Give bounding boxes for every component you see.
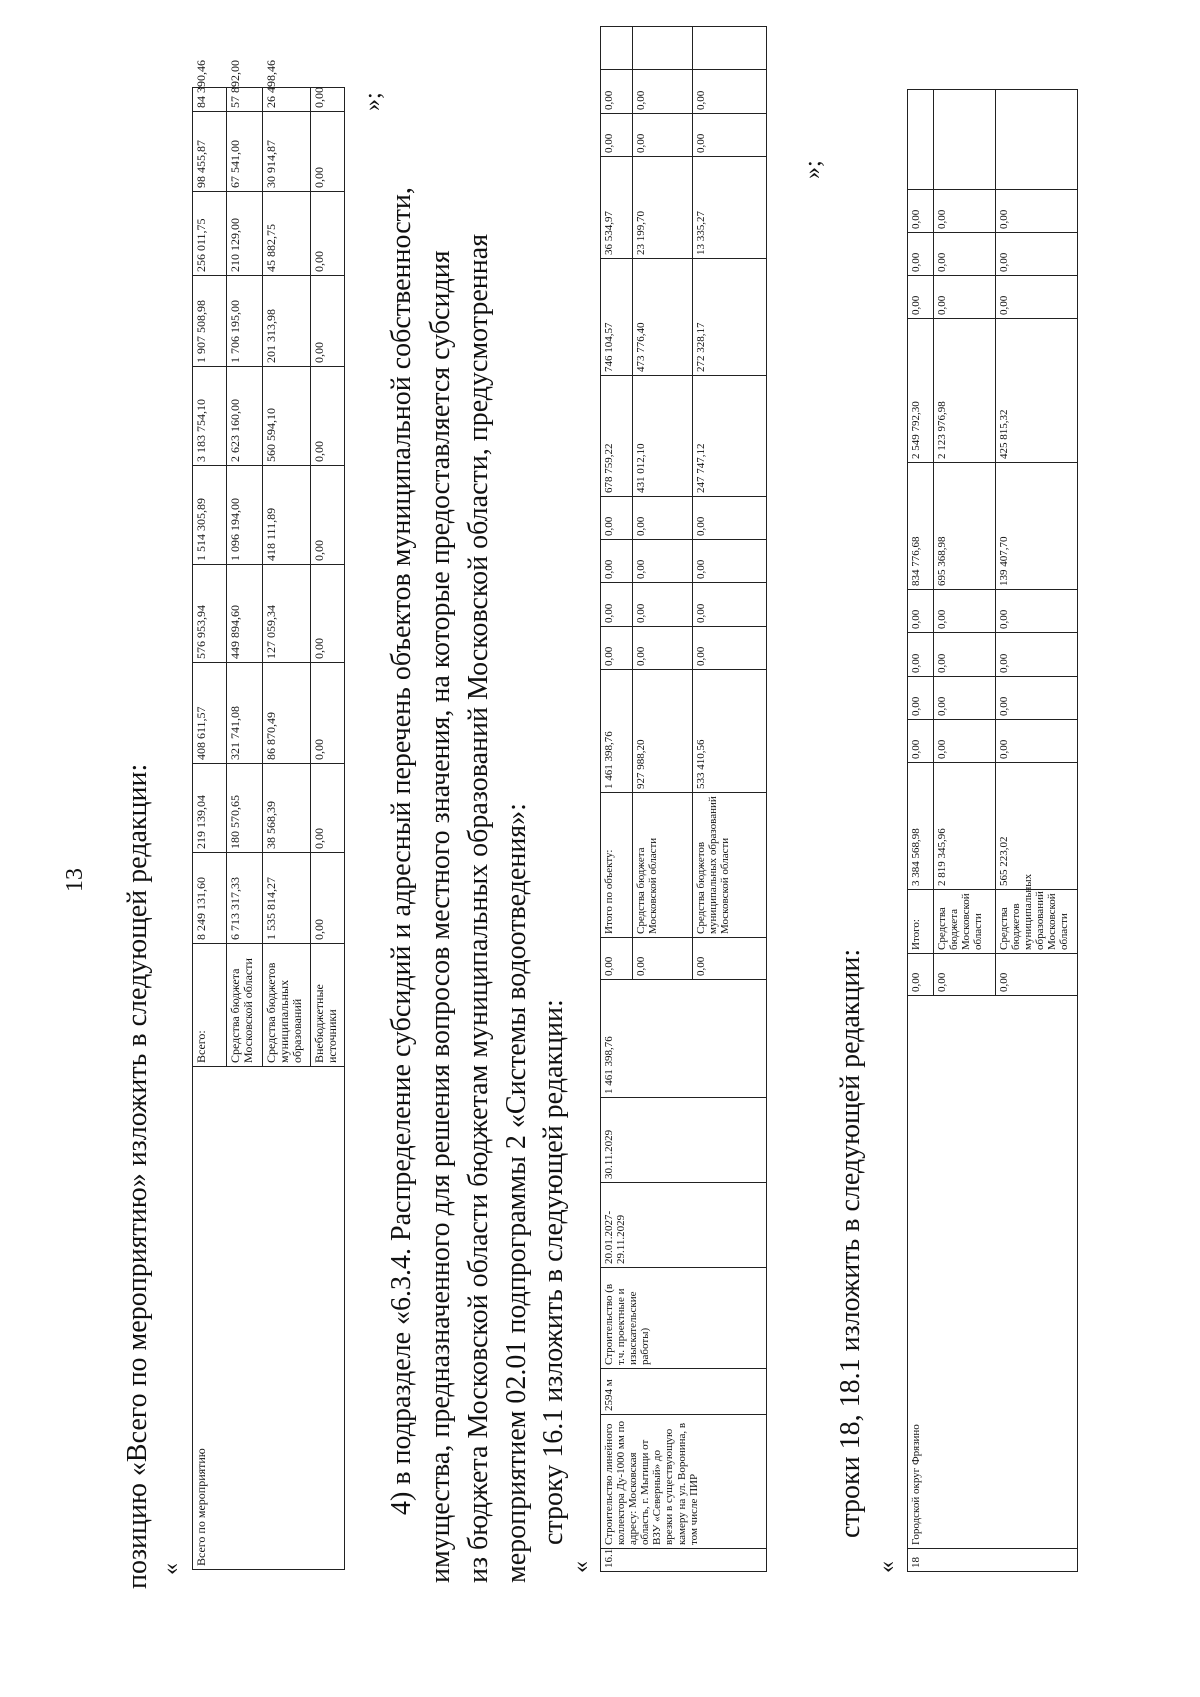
paragraph-line-1: 4) в подразделе «6.3.4. Распределение субсидий и адресный перечень объектов муниципальной собственности, bbox=[386, 187, 417, 1515]
cell: 0,00 bbox=[908, 720, 934, 763]
paragraph-line-2: имущества, предназначенного для решения вопросов местного значения, на которые предоставляется субсидия bbox=[425, 250, 456, 1583]
municipality-name: Городской округ Фрязино bbox=[908, 996, 1078, 1549]
cell: 0,00 bbox=[311, 367, 345, 466]
cell: 0,00 bbox=[601, 938, 633, 980]
cell: 0,00 bbox=[693, 540, 767, 583]
cell: 13 335,27 bbox=[693, 157, 767, 259]
cell: 560 594,10 bbox=[263, 367, 311, 466]
cell: 0,00 bbox=[693, 497, 767, 540]
cell: 0,00 bbox=[934, 233, 996, 276]
cell: 2 623 160,00 bbox=[227, 367, 263, 466]
cell: 678 759,22 bbox=[601, 376, 633, 497]
cell: 565 223,02 bbox=[996, 763, 1078, 890]
cell: 0,00 bbox=[311, 192, 345, 276]
cell: 0,00 bbox=[311, 764, 345, 853]
cell: 408 611,57 bbox=[193, 663, 227, 764]
cell: 2 123 976,98 bbox=[934, 319, 996, 463]
cell: 0,00 bbox=[908, 633, 934, 677]
cell: 139 407,70 bbox=[996, 463, 1078, 590]
cell-empty bbox=[996, 90, 1078, 190]
cell: 98 455,87 bbox=[193, 112, 227, 192]
paragraph-line-3: из бюджета Московской области бюджетам муниципальных образований Московской области, предусмотренная bbox=[463, 233, 494, 1583]
cell: 927 988,20 bbox=[633, 670, 693, 793]
cell: 0,00 bbox=[633, 627, 693, 670]
close-quote-2: »; bbox=[800, 160, 826, 179]
source-label: Итого по объекту: bbox=[601, 793, 633, 938]
cell: 0,00 bbox=[996, 190, 1078, 233]
cell: 0,00 bbox=[996, 720, 1078, 763]
cell-empty bbox=[934, 90, 996, 190]
cell-empty bbox=[601, 27, 633, 70]
cell: 0,00 bbox=[633, 938, 693, 980]
source-label: Средства бюджетов муниципальных образований Московской области bbox=[693, 793, 767, 938]
cell: 201 313,98 bbox=[263, 276, 311, 367]
cell: 1 706 195,00 bbox=[227, 276, 263, 367]
cell: 0,00 bbox=[633, 540, 693, 583]
cell: 0,00 bbox=[934, 720, 996, 763]
vsego-source: Средства бюджетов муниципальных образований bbox=[263, 944, 311, 1067]
close-quote-1: »; bbox=[360, 92, 386, 111]
cell: 0,00 bbox=[908, 954, 934, 996]
cell: 0,00 bbox=[633, 497, 693, 540]
cell: 0,00 bbox=[601, 497, 633, 540]
page-number: 13 bbox=[62, 868, 88, 892]
cell: 210 129,00 bbox=[227, 192, 263, 276]
cell: 45 882,75 bbox=[263, 192, 311, 276]
cell: 256 011,75 bbox=[193, 192, 227, 276]
cell: 67 541,00 bbox=[227, 112, 263, 192]
cell: 1 535 814,27 bbox=[263, 853, 311, 944]
cell: 0,00 bbox=[633, 114, 693, 157]
cell: 0,00 bbox=[601, 540, 633, 583]
cell: 0,00 bbox=[633, 70, 693, 114]
cell: 0,00 bbox=[996, 590, 1078, 633]
cell: 57 892,00 bbox=[227, 88, 263, 112]
instruction-line-rows18: строки 18, 18.1 изложить в следующей редакции: bbox=[835, 948, 866, 1538]
vsego-source: Средства бюджета Московской области bbox=[227, 944, 263, 1067]
cell: 30 914,87 bbox=[263, 112, 311, 192]
cell: 0,00 bbox=[693, 583, 767, 627]
vsego-source: Внебюджетные источники bbox=[311, 944, 345, 1067]
cell: 834 776,68 bbox=[908, 463, 934, 590]
cell: 0,00 bbox=[908, 590, 934, 633]
row-number: 18 bbox=[908, 1549, 1078, 1572]
source-label: Итого: bbox=[908, 890, 934, 954]
cell: 0,00 bbox=[934, 633, 996, 677]
cell: 247 747,12 bbox=[693, 376, 767, 497]
cell: 272 328,17 bbox=[693, 259, 767, 376]
cell: 0,00 bbox=[934, 954, 996, 996]
source-label: Средства бюджета Московской области bbox=[633, 793, 693, 938]
cell: 0,00 bbox=[311, 112, 345, 192]
cell-empty bbox=[693, 27, 767, 70]
cell: 0,00 bbox=[311, 663, 345, 764]
cell: 36 534,97 bbox=[601, 157, 633, 259]
cell: 1 096 194,00 bbox=[227, 466, 263, 565]
instruction-line-vsego: позицию «Всего по мероприятию» изложить в следующей редакции: bbox=[122, 763, 153, 1589]
cell: 0,00 bbox=[934, 590, 996, 633]
cell: 180 570,65 bbox=[227, 764, 263, 853]
cell: 84 390,46 bbox=[193, 88, 227, 112]
cell: 219 139,04 bbox=[193, 764, 227, 853]
capacity: 2594 м bbox=[601, 1369, 767, 1415]
cell: 0,00 bbox=[996, 276, 1078, 319]
cell: 0,00 bbox=[311, 853, 345, 944]
cell: 0,00 bbox=[601, 114, 633, 157]
open-quote-3: « bbox=[874, 1561, 900, 1573]
cell: 533 410,56 bbox=[693, 670, 767, 793]
table-row-18 bbox=[907, 89, 1078, 1572]
vsego-source: Всего: bbox=[193, 944, 227, 1067]
cell: 1 907 508,98 bbox=[193, 276, 227, 367]
cell: 0,00 bbox=[633, 583, 693, 627]
cell: 0,00 bbox=[996, 954, 1078, 996]
cell: 695 368,98 bbox=[934, 463, 996, 590]
cell: 473 776,40 bbox=[633, 259, 693, 376]
cell: 449 894,60 bbox=[227, 565, 263, 663]
table-vsego bbox=[192, 60, 345, 1570]
dates: 20.01.2027-29.11.2029 bbox=[601, 1183, 767, 1268]
cell: 321 741,08 bbox=[227, 663, 263, 764]
cell: 38 568,39 bbox=[263, 764, 311, 853]
cell: 418 111,89 bbox=[263, 466, 311, 565]
cell: 0,00 bbox=[311, 88, 345, 112]
cell: 86 870,49 bbox=[263, 663, 311, 764]
cell: 0,00 bbox=[311, 565, 345, 663]
source-label: Средства бюджета Московской области bbox=[934, 890, 996, 954]
source-label: Средства бюджетов муниципальных образований Московской области bbox=[996, 890, 1078, 954]
cell: 0,00 bbox=[693, 627, 767, 670]
cell: 8 249 131,60 bbox=[193, 853, 227, 944]
cell: 0,00 bbox=[908, 677, 934, 720]
cell: 0,00 bbox=[996, 633, 1078, 677]
cell: 26 498,46 bbox=[263, 88, 311, 112]
row-number: 16.1 bbox=[601, 1549, 767, 1572]
cell: 23 199,70 bbox=[633, 157, 693, 259]
cell: 0,00 bbox=[908, 233, 934, 276]
cell: 0,00 bbox=[601, 627, 633, 670]
cell: 0,00 bbox=[908, 276, 934, 319]
vsego-label: Всего по мероприятию bbox=[193, 1067, 345, 1570]
cell: 0,00 bbox=[934, 190, 996, 233]
cell: 0,00 bbox=[996, 233, 1078, 276]
cell: 2 819 345,96 bbox=[934, 763, 996, 890]
work-type: Строительство (в т.ч. проектные и изыскательские работы) bbox=[601, 1268, 767, 1369]
cost: 1 461 398,76 bbox=[601, 980, 767, 1098]
cell: 1 514 305,89 bbox=[193, 466, 227, 565]
open-quote-2: « bbox=[568, 1561, 594, 1573]
cell: 0,00 bbox=[934, 677, 996, 720]
cell-empty bbox=[908, 90, 934, 190]
cell: 0,00 bbox=[996, 677, 1078, 720]
cell: 0,00 bbox=[311, 466, 345, 565]
object-name: Строительство линейного коллектора Ду-1000 мм по адресу: Московская область, г. Мытищи от ВЗУ «Северный» до врезки в существующую камеру на ул. Воронина, в том числе ПИР bbox=[601, 1415, 767, 1549]
cell: 2 549 792,30 bbox=[908, 319, 934, 463]
cell: 0,00 bbox=[934, 276, 996, 319]
paragraph-line-5: строку 16.1 изложить в следующей редакции: bbox=[538, 999, 569, 1545]
cell: 3 384 568,98 bbox=[908, 763, 934, 890]
cell: 0,00 bbox=[908, 190, 934, 233]
cell: 0,00 bbox=[693, 938, 767, 980]
cell: 0,00 bbox=[601, 70, 633, 114]
paragraph-line-4: мероприятием 02.01 подпрограммы 2 «Системы водоотведения»: bbox=[501, 803, 532, 1583]
cell: 3 183 754,10 bbox=[193, 367, 227, 466]
table-row-16-1 bbox=[600, 26, 767, 1572]
cell: 746 104,57 bbox=[601, 259, 633, 376]
cell: 425 815,32 bbox=[996, 319, 1078, 463]
end-date: 30.11.2029 bbox=[601, 1098, 767, 1183]
cell: 431 012,10 bbox=[633, 376, 693, 497]
cell: 127 059,34 bbox=[263, 565, 311, 663]
cell: 0,00 bbox=[693, 114, 767, 157]
cell: 0,00 bbox=[693, 70, 767, 114]
cell: 1 461 398,76 bbox=[601, 670, 633, 793]
cell: 0,00 bbox=[311, 276, 345, 367]
cell: 576 953,94 bbox=[193, 565, 227, 663]
open-quote-1: « bbox=[158, 1563, 184, 1575]
cell-empty bbox=[633, 27, 693, 70]
cell: 0,00 bbox=[601, 583, 633, 627]
cell: 6 713 317,33 bbox=[227, 853, 263, 944]
